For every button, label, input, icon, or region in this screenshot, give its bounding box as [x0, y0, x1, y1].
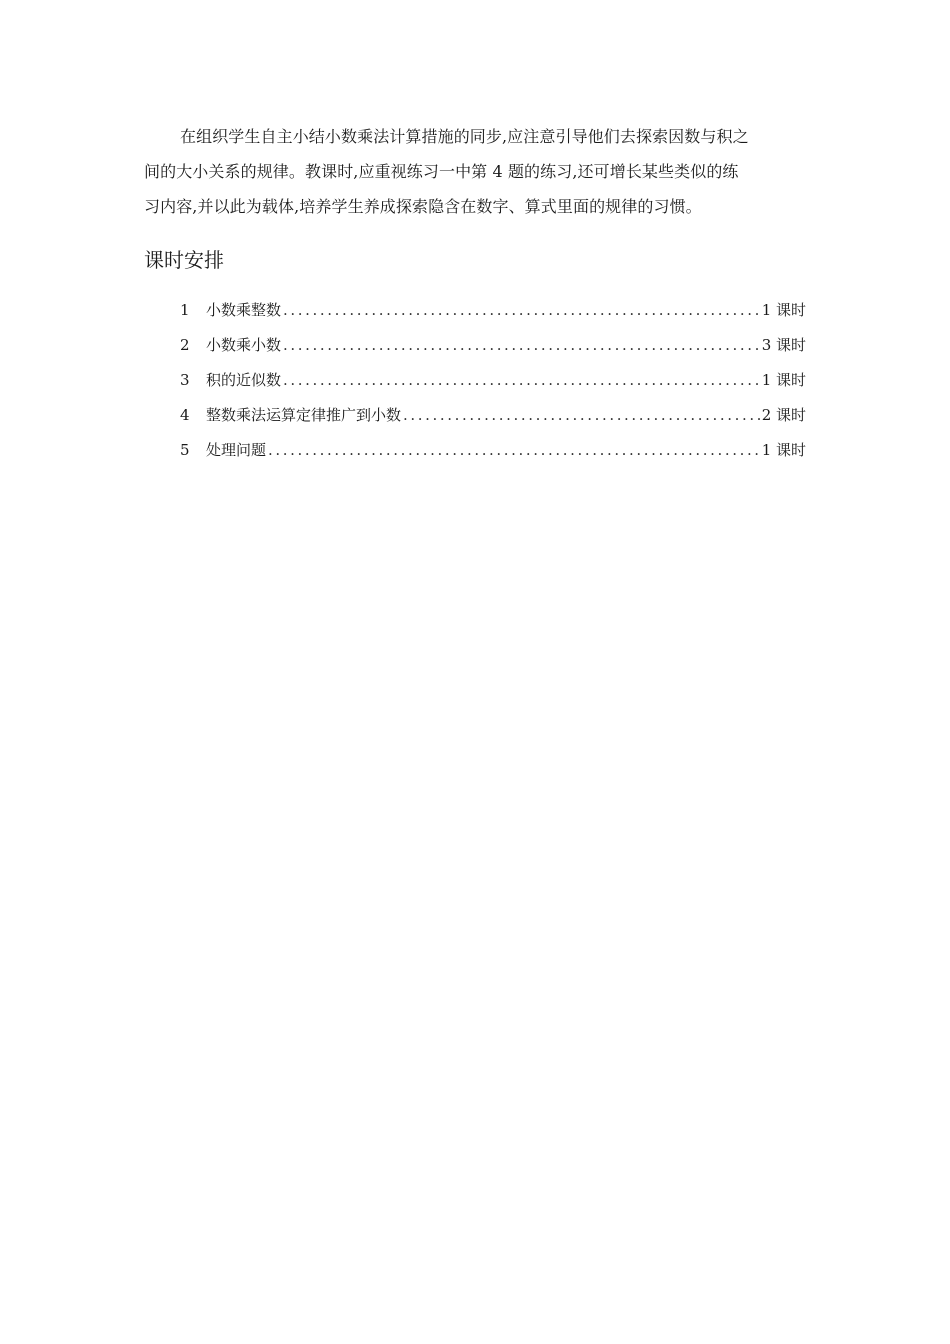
schedule-item [180, 401, 806, 436]
paragraph-line: 习内容,并以此为载体,培养学生养成探索隐含在数字、算式里面的规律的习惯。 [144, 197, 702, 216]
paragraph-line: 在组织学生自主小结小数乘法计算措施的同步,应注意引导他们去探索因数与积之 [180, 127, 749, 146]
dot-leader [283, 296, 760, 324]
dot-leader [283, 331, 760, 359]
item-hours: 1 课时 [761, 371, 806, 389]
dot-leader [403, 401, 760, 429]
item-number: 5 [180, 441, 190, 459]
schedule-item [180, 436, 806, 471]
item-hours: 3 课时 [761, 336, 806, 354]
item-title: 整数乘法运算定律推广到小数 [206, 406, 402, 424]
schedule-list [180, 296, 806, 471]
schedule-item [180, 331, 806, 366]
item-number: 1 [180, 301, 190, 319]
schedule-item [180, 296, 806, 331]
section-heading: 课时安排 [144, 248, 224, 272]
body-paragraph [144, 122, 808, 227]
dot-leader [268, 436, 760, 464]
item-number: 2 [180, 336, 190, 354]
item-number: 3 [180, 371, 190, 389]
dot-leader [283, 366, 760, 394]
item-title: 积的近似数 [206, 371, 282, 389]
item-hours: 1 课时 [761, 441, 806, 459]
schedule-item [180, 366, 806, 401]
item-hours: 2 课时 [761, 406, 806, 424]
item-hours: 1 课时 [761, 301, 806, 319]
item-title: 小数乘小数 [206, 336, 282, 354]
paragraph-line: 间的大小关系的规律。教课时,应重视练习一中第 4 题的练习,还可增长某些类似的练 [144, 162, 739, 181]
item-number: 4 [180, 406, 190, 424]
item-title: 小数乘整数 [206, 301, 282, 319]
item-title: 处理问题 [206, 441, 267, 459]
